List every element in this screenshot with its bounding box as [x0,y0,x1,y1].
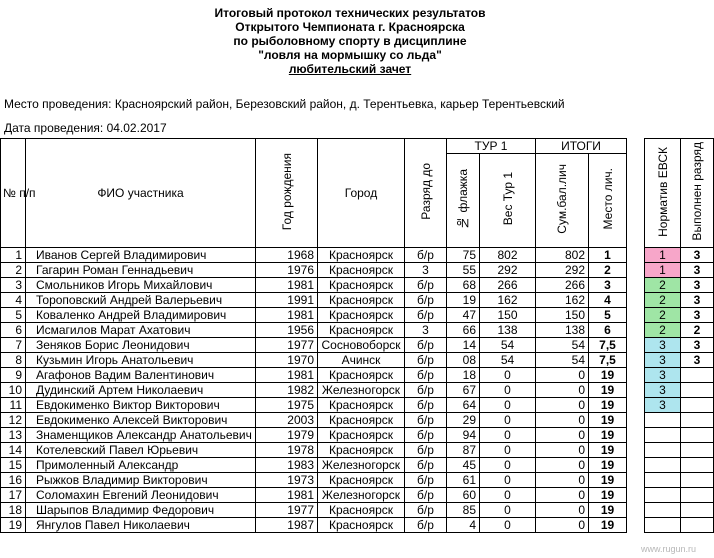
personal-place: 7,5 [589,338,627,353]
row-number: 15 [1,458,26,473]
row-number: 11 [1,398,26,413]
total-points: 138 [536,323,589,338]
participant-name: Смольников Игорь Михайлович [26,278,256,293]
rank-achieved [681,458,714,473]
participant-name: Тороповский Андрей Валерьевич [26,293,256,308]
venue-text: Место проведения: Красноярский район, Березовский район, д. Терентьевка, карьер Терентьевский [4,97,565,111]
city: Красноярск [318,398,405,413]
table-row [1,278,714,293]
total-points: 0 [536,398,589,413]
gap-cell [627,458,645,473]
total-points: 54 [536,353,589,368]
gap-cell [627,443,645,458]
city: Красноярск [318,293,405,308]
total-points: 0 [536,428,589,443]
participant-name: Соломахин Евгений Леонидович [26,488,256,503]
evsk-norm: 1 [645,248,681,263]
header-totals: ИТОГИ [536,139,627,154]
flag-number: 61 [447,473,480,488]
gap-cell [627,413,645,428]
table-row [1,518,714,533]
total-points: 0 [536,368,589,383]
total-points: 162 [536,293,589,308]
birth-year: 1977 [256,503,318,518]
evsk-norm [645,413,681,428]
table-row [1,248,714,263]
row-number: 6 [1,323,26,338]
birth-year: 1981 [256,488,318,503]
header-place: Место лич. [589,154,627,248]
tour1-weight: 150 [480,308,536,323]
total-points: 0 [536,503,589,518]
table-row [1,458,714,473]
participant-name: Гагарин Роман Геннадьевич [26,263,256,278]
flag-number: 87 [447,443,480,458]
participant-name: Примоленный Александр [26,458,256,473]
title-line-4: "ловля на мормышку со льда" [258,48,442,62]
participant-name: Иванов Сергей Владимирович [26,248,256,263]
participant-name: Янгулов Павел Николаевич [26,518,256,533]
table-row [1,428,714,443]
rank-achieved: 3 [681,263,714,278]
personal-place: 5 [589,308,627,323]
row-number: 16 [1,473,26,488]
personal-place: 19 [589,398,627,413]
rank-achieved: 3 [681,248,714,263]
rank-achieved [681,503,714,518]
city: Железногорск [318,458,405,473]
header-city: Город [318,139,405,248]
header-flag: № флажка [447,154,480,248]
title-line-1: Итоговый протокол технических результатов [214,6,486,20]
row-number: 2 [1,263,26,278]
rank-before: б/р [405,248,447,263]
total-points: 54 [536,338,589,353]
rank-before: б/р [405,353,447,368]
gap-cell [627,428,645,443]
evsk-norm: 3 [645,353,681,368]
total-points: 0 [536,383,589,398]
personal-place: 19 [589,413,627,428]
flag-number: 85 [447,503,480,518]
personal-place: 19 [589,383,627,398]
tour1-weight: 802 [480,248,536,263]
tour1-weight: 0 [480,518,536,533]
birth-year: 1979 [256,428,318,443]
table-row [1,308,714,323]
birth-year: 1982 [256,383,318,398]
birth-year: 1987 [256,518,318,533]
city: Красноярск [318,413,405,428]
birth-year: 2003 [256,413,318,428]
personal-place: 1 [589,248,627,263]
rank-achieved [681,488,714,503]
evsk-norm [645,503,681,518]
city: Красноярск [318,473,405,488]
birth-year: 1983 [256,458,318,473]
flag-number: 47 [447,308,480,323]
rank-before: 3 [405,263,447,278]
table-row [1,368,714,383]
gap-cell [627,248,645,263]
city: Красноярск [318,503,405,518]
tour1-weight: 266 [480,278,536,293]
city: Красноярск [318,428,405,443]
city: Железногорск [318,488,405,503]
tour1-weight: 0 [480,458,536,473]
row-number: 18 [1,503,26,518]
rank-achieved: 3 [681,308,714,323]
rank-before: б/р [405,383,447,398]
gap-cell [627,398,645,413]
participant-name: Евдокименко Алексей Викторович [26,413,256,428]
participant-name: Зеняков Борис Леонидович [26,338,256,353]
evsk-norm [645,443,681,458]
flag-number: 94 [447,428,480,443]
header-rank: Разряд до [405,139,447,248]
row-number: 19 [1,518,26,533]
rank-before: б/р [405,443,447,458]
rank-achieved: 2 [681,323,714,338]
rank-achieved [681,518,714,533]
flag-number: 18 [447,368,480,383]
participant-name: Исмагилов Марат Ахатович [26,323,256,338]
total-points: 0 [536,518,589,533]
title-line-2: Открытого Чемпионата г. Красноярска [235,20,465,34]
evsk-norm [645,458,681,473]
row-number: 17 [1,488,26,503]
city: Красноярск [318,518,405,533]
rank-before: б/р [405,398,447,413]
tour1-weight: 0 [480,443,536,458]
evsk-norm: 2 [645,308,681,323]
title-line-3: по рыболовному спорту в дисциплине [233,34,467,48]
total-points: 0 [536,413,589,428]
birth-year: 1991 [256,293,318,308]
rank-achieved: 3 [681,293,714,308]
gap-cell [627,518,645,533]
total-points: 0 [536,458,589,473]
tour1-weight: 0 [480,473,536,488]
gap-cell [627,278,645,293]
rank-achieved [681,398,714,413]
evsk-norm: 1 [645,263,681,278]
evsk-norm: 3 [645,338,681,353]
personal-place: 19 [589,428,627,443]
table-row [1,383,714,398]
flag-number: 08 [447,353,480,368]
row-number: 10 [1,383,26,398]
evsk-norm: 3 [645,368,681,383]
tour1-weight: 138 [480,323,536,338]
header-weight: Вес Тур 1 [480,154,536,248]
personal-place: 6 [589,323,627,338]
row-number: 12 [1,413,26,428]
tour1-weight: 0 [480,368,536,383]
protocol-title [0,6,700,76]
table-row [1,413,714,428]
personal-place: 19 [589,458,627,473]
header-tour: ТУР 1 [447,139,536,154]
personal-place: 7,5 [589,353,627,368]
rank-achieved: 3 [681,278,714,293]
row-number: 9 [1,368,26,383]
tour1-weight: 54 [480,353,536,368]
tour1-weight: 292 [480,263,536,278]
rank-before: б/р [405,503,447,518]
personal-place: 2 [589,263,627,278]
rank-achieved: 3 [681,353,714,368]
rank-before: б/р [405,368,447,383]
rank-before: 3 [405,323,447,338]
rank-before: б/р [405,488,447,503]
total-points: 0 [536,488,589,503]
evsk-norm [645,518,681,533]
row-number: 5 [1,308,26,323]
personal-place: 19 [589,518,627,533]
rank-achieved: 3 [681,338,714,353]
birth-year: 1975 [256,398,318,413]
total-points: 802 [536,248,589,263]
flag-number: 66 [447,323,480,338]
gap-cell [627,488,645,503]
rank-before: б/р [405,413,447,428]
header-gap [627,139,645,248]
birth-year: 1970 [256,353,318,368]
rank-before: б/р [405,428,447,443]
header-done: Выполнен разряд [681,139,714,248]
gap-cell [627,383,645,398]
results-table [0,138,714,533]
table-row [1,443,714,458]
participant-name: Кузьмин Игорь Анатольевич [26,353,256,368]
birth-year: 1981 [256,368,318,383]
rank-before: б/р [405,473,447,488]
tour1-weight: 0 [480,488,536,503]
row-number: 7 [1,338,26,353]
personal-place: 19 [589,473,627,488]
total-points: 0 [536,443,589,458]
city: Сосновоборск [318,338,405,353]
gap-cell [627,293,645,308]
evsk-norm: 2 [645,278,681,293]
flag-number: 45 [447,458,480,473]
gap-cell [627,308,645,323]
row-number: 1 [1,248,26,263]
tour1-weight: 162 [480,293,536,308]
city: Красноярск [318,443,405,458]
birth-year: 1977 [256,338,318,353]
tour1-weight: 0 [480,413,536,428]
gap-cell [627,323,645,338]
personal-place: 3 [589,278,627,293]
header-num: № п/п [1,139,26,248]
gap-cell [627,473,645,488]
rank-achieved [681,383,714,398]
total-points: 150 [536,308,589,323]
tour1-weight: 0 [480,383,536,398]
birth-year: 1956 [256,323,318,338]
flag-number: 75 [447,248,480,263]
evsk-norm [645,473,681,488]
tour1-weight: 0 [480,503,536,518]
tour1-weight: 0 [480,428,536,443]
personal-place: 19 [589,488,627,503]
evsk-norm: 3 [645,398,681,413]
evsk-norm [645,488,681,503]
header-name: ФИО участника [26,139,256,248]
participant-name: Евдокименко Виктор Викторович [26,398,256,413]
gap-cell [627,353,645,368]
personal-place: 4 [589,293,627,308]
table-row [1,353,714,368]
table-row [1,263,714,278]
birth-year: 1981 [256,278,318,293]
total-points: 292 [536,263,589,278]
city: Красноярск [318,278,405,293]
row-number: 8 [1,353,26,368]
rank-before: б/р [405,308,447,323]
title-line-5: любительский зачет [288,62,412,76]
table-row [1,473,714,488]
city: Красноярск [318,368,405,383]
rank-before: б/р [405,518,447,533]
row-number: 14 [1,443,26,458]
tour1-weight: 0 [480,398,536,413]
total-points: 0 [536,473,589,488]
rank-before: б/р [405,278,447,293]
row-number: 13 [1,428,26,443]
city: Красноярск [318,248,405,263]
city: Железногорск [318,383,405,398]
table-row [1,488,714,503]
gap-cell [627,368,645,383]
rank-before: б/р [405,293,447,308]
evsk-norm [645,428,681,443]
rank-before: б/р [405,338,447,353]
flag-number: 68 [447,278,480,293]
city: Красноярск [318,323,405,338]
table-row [1,293,714,308]
row-number: 4 [1,293,26,308]
rank-achieved [681,428,714,443]
table-row [1,338,714,353]
rank-before: б/р [405,458,447,473]
evsk-norm: 2 [645,293,681,308]
table-row [1,503,714,518]
evsk-norm: 3 [645,383,681,398]
personal-place: 19 [589,503,627,518]
participant-name: Агафонов Вадим Валентинович [26,368,256,383]
flag-number: 55 [447,263,480,278]
city: Красноярск [318,308,405,323]
participant-name: Шарыпов Владимир Федорович [26,503,256,518]
rank-achieved [681,413,714,428]
personal-place: 19 [589,368,627,383]
participant-name: Знаменщиков Александр Анатольевич [26,428,256,443]
header-norm: Норматив ЕВСК [645,139,681,248]
watermark: www.rugun.ru [640,544,696,554]
date-text: Дата проведения: 04.02.2017 [4,121,167,135]
header-birth: Год рождения [256,139,318,248]
table-row [1,323,714,338]
participant-name: Коваленко Андрей Владимирович [26,308,256,323]
row-number: 3 [1,278,26,293]
birth-year: 1968 [256,248,318,263]
birth-year: 1981 [256,308,318,323]
tour1-weight: 54 [480,338,536,353]
city: Красноярск [318,263,405,278]
gap-cell [627,263,645,278]
flag-number: 60 [447,488,480,503]
participant-name: Котелевский Павел Юрьевич [26,443,256,458]
rank-achieved [681,368,714,383]
birth-year: 1976 [256,263,318,278]
flag-number: 67 [447,383,480,398]
birth-year: 1973 [256,473,318,488]
gap-cell [627,503,645,518]
evsk-norm: 2 [645,323,681,338]
table-row [1,398,714,413]
flag-number: 64 [447,398,480,413]
total-points: 266 [536,278,589,293]
flag-number: 29 [447,413,480,428]
personal-place: 19 [589,443,627,458]
flag-number: 4 [447,518,480,533]
rank-achieved [681,443,714,458]
city: Ачинск [318,353,405,368]
birth-year: 1978 [256,443,318,458]
header-sum: Сум.бал.лич [536,154,589,248]
rank-achieved [681,473,714,488]
results-body [1,248,714,533]
gap-cell [627,338,645,353]
participant-name: Дудинский Артем Николаевич [26,383,256,398]
flag-number: 19 [447,293,480,308]
flag-number: 14 [447,338,480,353]
participant-name: Рыжков Владимир Викторович [26,473,256,488]
